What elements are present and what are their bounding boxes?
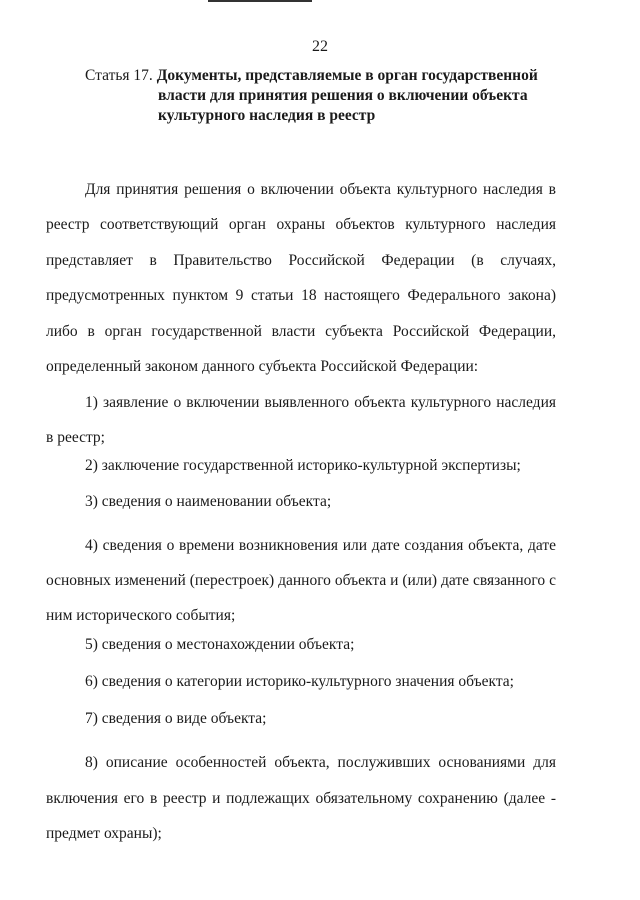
text-line: предусмотренных пунктом 9 статьи 18 настоящего Федерального закона) — [46, 287, 556, 305]
text-line: Для принятия решения о включении объекта культурного наследия в — [85, 181, 556, 198]
text-line: либо в орган государственной власти субъекта Российской Федерации, — [46, 322, 556, 340]
article-title-line: власти для принятия решения о включении объекта — [158, 87, 528, 104]
text-line: определенный законом данного субъекта Российской Федерации: — [46, 358, 479, 376]
text-line: предмет охраны); — [46, 825, 162, 842]
list-item — [46, 672, 556, 692]
heading-line-1 — [85, 66, 565, 86]
text-line: 2) заключение государственной историко-культурной экспертизы; — [85, 457, 521, 474]
article-heading — [85, 66, 565, 126]
article-title-line: культурного наследия в реестр — [158, 107, 376, 124]
list-item — [46, 745, 556, 852]
text-line: в реестр; — [46, 429, 105, 446]
text-line: ним исторического события; — [46, 607, 236, 624]
text-line: 8) описание особенностей объекта, послуживших основаниями для — [85, 754, 556, 771]
top-rule — [208, 0, 312, 2]
article-title-line: Документы, представляемые в орган государственной — [156, 67, 538, 84]
intro-paragraph — [46, 172, 556, 384]
article-number: Статья 17. — [85, 67, 153, 84]
text-line: 5) сведения о местонахождении объекта; — [85, 636, 355, 653]
text-line: 3) сведения о наименовании объекта; — [85, 493, 332, 510]
list-item — [46, 528, 556, 633]
text-line: реестр соответствующий орган охраны объектов культурного наследия — [46, 216, 556, 234]
list-item — [46, 456, 556, 476]
text-line: 4) сведения о времени возникновения или дате создания объекта, дате — [85, 537, 556, 554]
list-item — [46, 635, 556, 655]
page-number: 22 — [312, 38, 328, 55]
text-line: 6) сведения о категории историко-культурного значения объекта; — [85, 673, 514, 690]
text-line: 1) заявление о включении выявленного объекта культурного наследия — [85, 394, 556, 411]
text-line: основных изменений (перестроек) данного объекта и (или) дате связанного с — [46, 572, 556, 589]
list-item — [46, 709, 556, 729]
text-line: включения его в реестр и подлежащих обязательному сохранению (далее - — [46, 789, 556, 807]
text-line: 7) сведения о виде объекта; — [85, 710, 267, 727]
text-line: представляет в Правительство Российской Федерации (в случаях, — [46, 251, 556, 269]
list-item — [46, 385, 556, 455]
list-item — [46, 492, 556, 512]
